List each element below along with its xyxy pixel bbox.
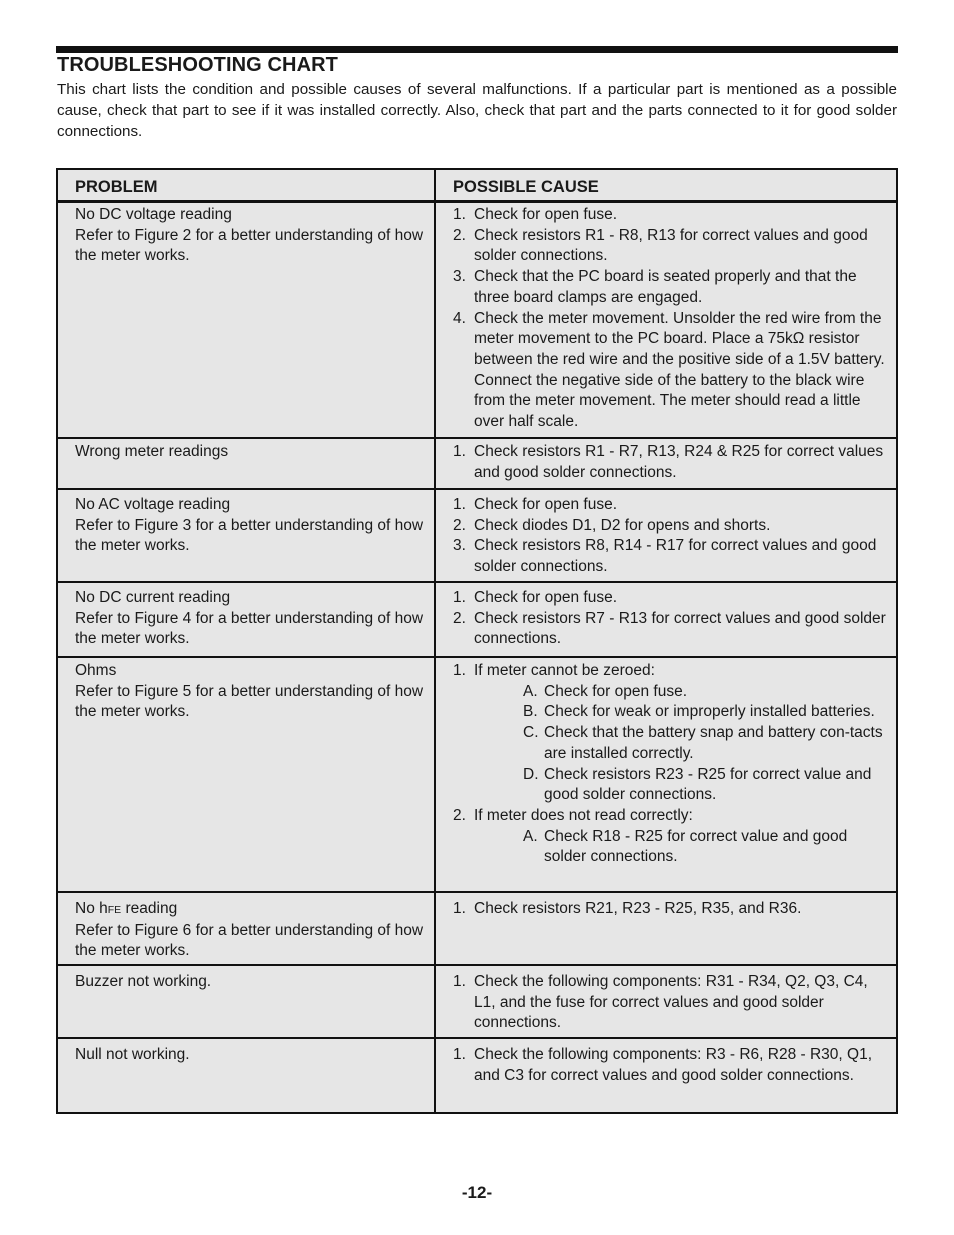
cause-item: 1. Check resistors R21, R23 - R25, R35, and R36. [453, 900, 802, 917]
problem-cell [75, 495, 425, 557]
problem-cell [75, 1045, 425, 1066]
cause-item: 2. Check resistors R7 - R13 for correct values and good solder connections. [453, 609, 886, 648]
cause-cell [453, 442, 893, 483]
problem-title: No DC voltage reading [75, 206, 232, 223]
cause-cell [453, 588, 893, 650]
page-number: -12- [461, 1183, 493, 1202]
problem-cell [75, 661, 425, 723]
cause-item: 1. Check for open fuse. [453, 496, 618, 513]
cause-item: 3. Check that the PC board is seated properly and that the three board clamps are engaged. [453, 268, 857, 306]
page-title: TROUBLESHOOTING CHART [57, 54, 338, 76]
troubleshooting-table [56, 168, 898, 1114]
cause-subitem: D. Check resistors R23 - R25 for correct value and good solder connections. [523, 765, 872, 804]
cause-item: 1. Check for open fuse. [453, 589, 618, 606]
problem-cell [75, 972, 425, 993]
cause-cell [453, 205, 893, 433]
cause-subitem: A. Check R18 - R25 for correct value and good solder connections. [523, 827, 848, 866]
problem-title: Buzzer not working. [75, 973, 212, 990]
cause-item: 2. If meter does not read correctly: [453, 806, 693, 824]
cause-cell [453, 899, 893, 920]
cause-item: 1. Check for open fuse. [453, 206, 618, 223]
cause-header: POSSIBLE CAUSE [453, 178, 599, 196]
cause-item: 1. If meter cannot be zeroed: [453, 662, 655, 679]
intro-paragraph: This chart lists the condition and possible causes of several malfunctions. If a particular part is mentioned as a possible cause, check that part to see if it was installed correctly. Also, check that part and the parts connected to it for good solder connections. [57, 81, 897, 140]
row-divider [58, 891, 896, 893]
problem-title: No hFE reading [75, 900, 178, 917]
cause-subitem: C. Check that the battery snap and battery con-tacts are installed correctly. [523, 724, 883, 762]
problem-title: No DC current reading [75, 589, 231, 606]
cause-item: 2. Check diodes D1, D2 for opens and shorts. [453, 516, 771, 534]
row-divider [58, 437, 896, 439]
row-divider [58, 488, 896, 490]
row-divider [58, 964, 896, 966]
header-rule [58, 200, 896, 203]
problem-note: Refer to Figure 6 for a better understanding of how the meter works. [75, 921, 424, 960]
problem-note: Refer to Figure 5 for a better understanding of how the meter works. [75, 682, 424, 721]
cause-item: 1. Check the following components: R31 - R34, Q2, Q3, C4, L1, and the fuse for correct values and good solder connections. [453, 973, 868, 1032]
cause-item: 2. Check resistors R1 - R8, R13 for correct values and good solder connections. [453, 226, 868, 265]
cause-item: 3. Check resistors R8, R14 - R17 for correct values and good solder connections. [453, 537, 877, 576]
problem-title: Wrong meter readings [75, 443, 229, 460]
cause-cell [453, 1045, 893, 1086]
problem-title: No AC voltage reading [75, 496, 231, 513]
column-divider [434, 170, 436, 1112]
cause-item: 1. Check the following components: R3 - R6, R28 - R30, Q1, and C3 for correct values and good solder connections. [453, 1046, 873, 1084]
cause-subitem: A. Check for open fuse. [523, 682, 688, 700]
cause-item: 1. Check resistors R1 - R7, R13, R24 & R25 for correct values and good solder connections. [453, 443, 884, 481]
row-divider [58, 1037, 896, 1039]
problem-note: Refer to Figure 2 for a better understanding of how the meter works. [75, 226, 424, 265]
problem-note: Refer to Figure 4 for a better understanding of how the meter works. [75, 609, 424, 648]
problem-title: Null not working. [75, 1046, 190, 1063]
problem-cell [75, 899, 425, 962]
cause-item: 4. Check the meter movement. Unsolder the red wire from the meter movement to the PC board. Place a 75kΩ resistor between the red wire and the positive side of a 1.5V battery. Connect the negative side of the battery to the black wire from the meter movement. The meter should read a little over half scale. [453, 309, 885, 431]
problem-note: Refer to Figure 3 for a better understanding of how the meter works. [75, 516, 424, 555]
row-divider [58, 656, 896, 658]
cause-cell [453, 661, 893, 868]
cause-subitem: B. Check for weak or improperly installed batteries. [523, 703, 875, 721]
cause-cell [453, 972, 893, 1034]
cause-cell [453, 495, 893, 578]
problem-cell [75, 205, 425, 267]
problem-title: Ohms [75, 662, 117, 679]
top-rule [56, 46, 898, 53]
problem-cell [75, 588, 425, 650]
row-divider [58, 581, 896, 583]
problem-header: PROBLEM [75, 178, 158, 196]
problem-cell [75, 442, 425, 463]
